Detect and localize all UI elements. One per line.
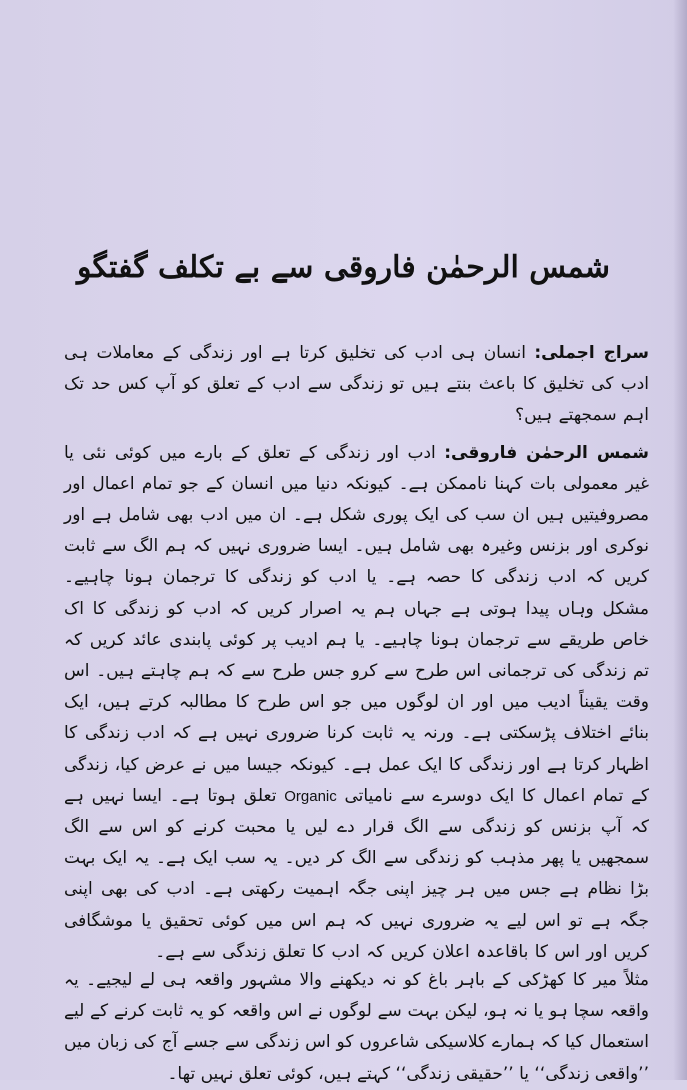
- inline-english-term: Organic: [284, 787, 337, 805]
- question-text: انسان ہی ادب کی تخلیق کرتا ہے اور زندگی کے معاملات ہی ادب کی تخلیق کا باعث بنتے ہیں تو زندگی سے ادب کے تعلق کو آپ کس حد تک اہم سمجھتے ہیں؟: [64, 343, 649, 426]
- speaker-name-interviewer: سراج اجملی:: [534, 343, 649, 363]
- answer-text-part-2: تعلق ہوتا ہے۔ ایسا نہیں ہے کہ آپ بزنس کو زندگی سے الگ قرار دے لیں یا محبت کرنے کو اس سے الگ سمجھیں یا پھر مذہب کو زندگی سے الگ کر دیں۔ یہ سب ایک ہے۔ یہ ایک بہت بڑا نظام ہے جس میں ہر چیز اپنی جگہ اہمیت رکھتی ہے۔ ادب کی بھی اپنی جگہ ہے تو اس لیے یہ ضروری نہیں کہ ہم اس میں کوئی تحقیق یا موشگافی کریں اور اس کا باقاعدہ اعلان کریں کہ ادب کا تعلق زندگی سے ہے۔: [64, 785, 649, 962]
- article-title: شمس الرحمٰن فاروقی سے بے تکلف گفتگو: [76, 250, 611, 286]
- answer-text-part-1: ادب اور زندگی کے تعلق کے بارے میں کوئی نئی یا غیر معمولی بات کہنا ناممکن ہے۔ کیونکہ دنیا میں انسان کے جو تمام اعمال اور مصروفیتیں ہیں ان سب کی ایک پوری شکل ہے۔ ان میں ادب بھی شامل ہے اور نوکری اور بزنس وغیرہ بھی شامل ہیں۔ ایسا ضروری نہیں کہ ہم الگ سے ثابت کریں کہ ادب زندگی کا حصہ ہے۔ یا ادب کو زندگی کا ترجمان ہونا چاہیے۔ مشکل وہاں پیدا ہوتی ہے جہاں ہم یہ اصرار کریں کہ ادب کو زندگی کا اک خاص طریقے سے ترجمان ہونا چاہیے۔ یا ہم ادیب پر کوئی پابندی عائد کریں کہ تم زندگی کی ترجمانی اس طرح سے کرو جس طرح سے کہ ہم چاہتے ہیں۔ اس وقت یقیناً ادیب میں اور ان لوگوں میں جو اس طرح کا مطالبہ کرتے ہیں، ایک بنائے اختلاف پڑسکتی ہے۔ ورنہ یہ ثابت کرنا ضروری نہیں ہے کہ ادب زندگی کا اظہار کرتا ہے اور زندگی کا ایک عمل ہے۔ کیونکہ جیسا میں نے عرض کیا، زندگی کے تمام اعمال کا ایک دوسرے سے نامیاتی: [64, 442, 650, 806]
- page-edge-shadow: [673, 0, 687, 1080]
- interview-body: [64, 338, 649, 974]
- anecdote-paragraph: مثلاً میر کا کھڑکی کے باہر باغ کو نہ دیکھنے والا مشہور واقعہ ہی لے لیجیے۔ یہ واقعہ سچا ہو یا نہ ہو، لیکن بہت سے لوگوں نے اس واقعہ کو یہ ثابت کرنے کے لیے استعمال کیا کہ ہمارے کلاسیکی شاعروں کو اس زندگی سے جسے آج کی زبان میں ’’واقعی زندگی‘‘ یا ’’حقیقی زندگی‘‘ کہتے ہیں، کوئی تعلق نہیں تھا۔: [64, 970, 649, 1084]
- answer-paragraph: [64, 438, 649, 968]
- question-paragraph: [64, 338, 649, 432]
- speaker-name-interviewee: شمس الرحمٰن فاروقی:: [444, 442, 649, 463]
